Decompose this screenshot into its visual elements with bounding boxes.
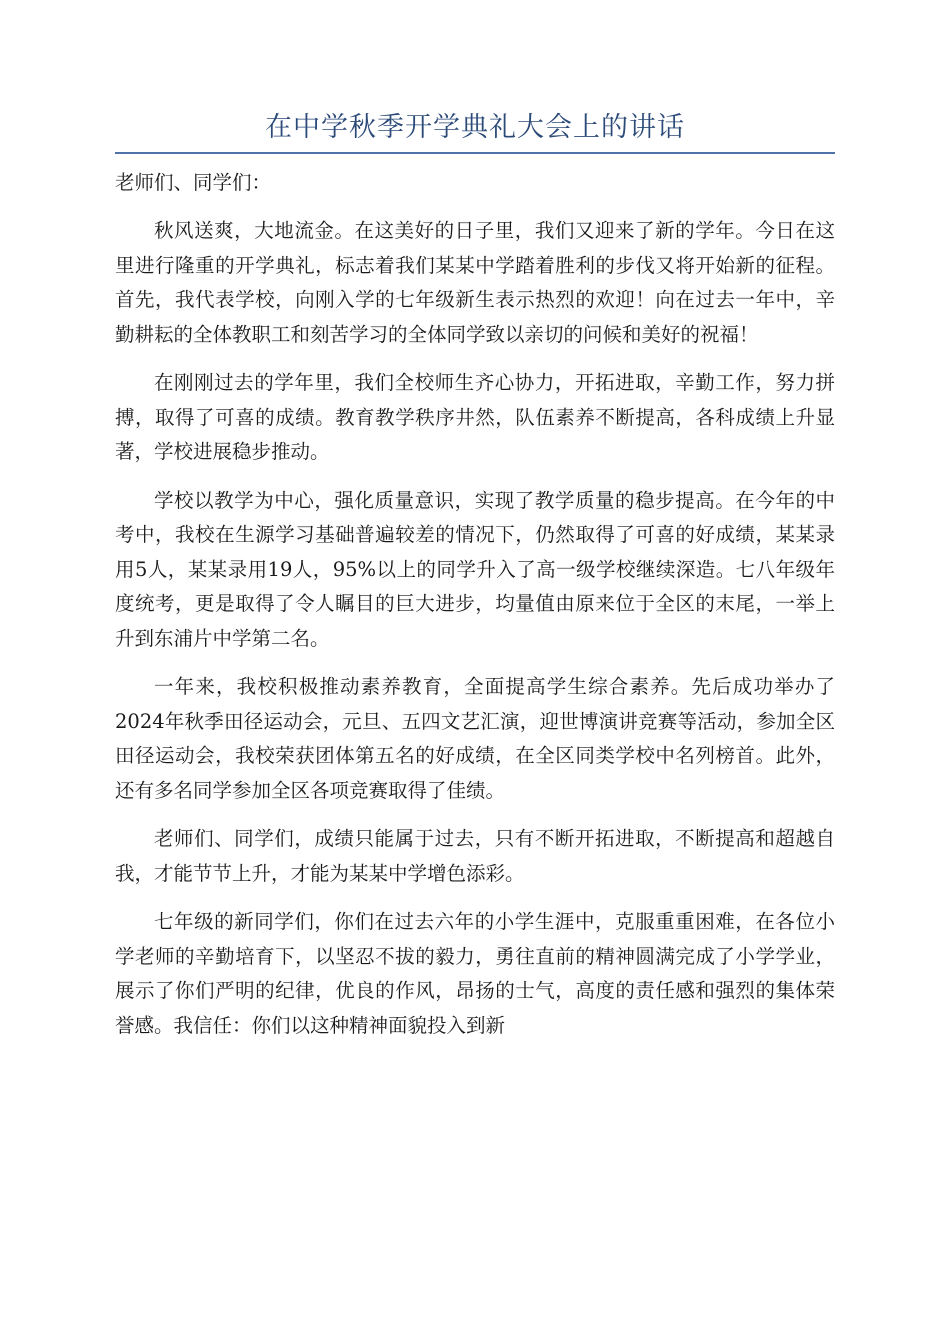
salutation: 老师们、同学们： <box>115 171 272 194</box>
document-title: 在中学秋季开学典礼大会上的讲话 <box>115 108 835 154</box>
paragraph-1: 秋风送爽，大地流金。在这美好的日子里，我们又迎来了新的学年。今日在这里进行隆重的开学典礼，标志着我们某某中学踏着胜利的步伐又将开始新的征程。首先，我代表学校，向刚入学的七年级新生表示热烈的欢迎！向在过去一年中，辛勤耕耘的全体教职工和刻苦学习的全体同学致以亲切的问候和美好的祝福！ <box>115 219 835 346</box>
paragraph-3: 学校以教学为中心，强化质量意识，实现了教学质量的稳步提高。在今年的中考中，我校在生源学习基础普遍较差的情况下，仍然取得了可喜的好成绩，某某录用5人，某某录用19人，95%以上的同学升入了高一级学校继续深造。七八年级年度统考，更是取得了令人瞩目的巨大进步，均量值由原来位于全区的末尾，一举上升到东浦片中学第二名。 <box>115 488 835 650</box>
paragraph-6: 七年级的新同学们，你们在过去六年的小学生涯中，克服重重困难，在各位小学老师的辛勤培育下，以坚忍不拔的毅力，勇往直前的精神圆满完成了小学学业，展示了你们严明的纪律，优良的作风，昂扬的士气，高度的责任感和强烈的集体荣誉感。我信任：你们以这种精神面貌投入到新 <box>115 910 835 1037</box>
paragraph-5: 老师们、同学们，成绩只能属于过去，只有不断开拓进取，不断提高和超越自我，才能节节上升，才能为某某中学增色添彩。 <box>115 827 835 885</box>
paragraph-2: 在刚刚过去的学年里，我们全校师生齐心协力，开拓进取，辛勤工作，努力拼搏，取得了可喜的成绩。教育教学秩序井然，队伍素养不断提高，各科成绩上升显著，学校进展稳步推动。 <box>115 371 835 463</box>
document-page <box>115 108 835 1043</box>
paragraph-4: 一年来，我校积极推动素养教育，全面提高学生综合素养。先后成功举办了2024年秋季田径运动会，元旦、五四文艺汇演，迎世博演讲竞赛等活动，参加全区田径运动会，我校荣获团体第五名的好成绩，在全区同类学校中名列榜首。此外，还有多名同学参加全区各项竞赛取得了佳绩。 <box>115 675 835 802</box>
